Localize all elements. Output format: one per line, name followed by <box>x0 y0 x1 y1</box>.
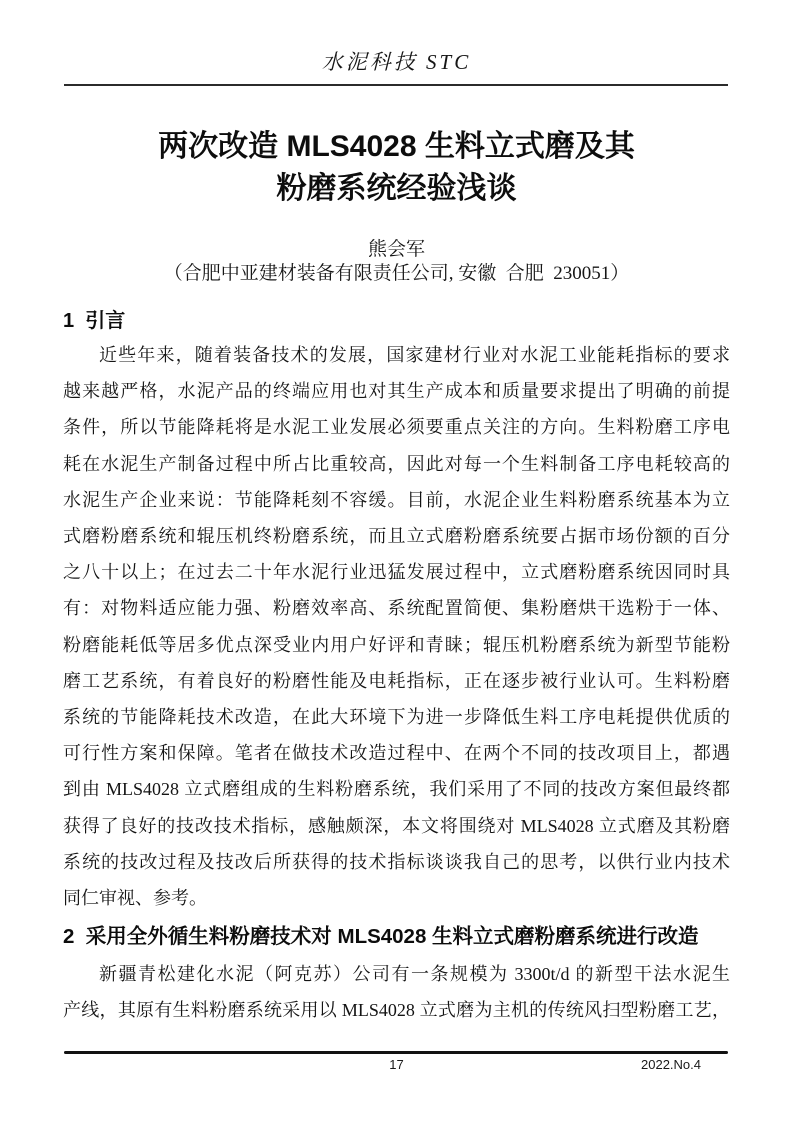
paragraph-line: 获得了良好的技改技术指标，感触颇深，本文将围绕对 MLS4028 立式磨及其粉磨 <box>63 815 730 836</box>
paragraph-line: 越来越严格，水泥产品的终端应用也对其生产成本和质量要求提出了明确的前提 <box>63 381 730 402</box>
section-1-paragraph <box>63 337 730 916</box>
paragraph-line: 耗在水泥生产制备过程中所占比重较高，因此对每一个生料制备工序电耗较高的 <box>63 453 730 474</box>
paragraph-line: 式磨粉磨系统和辊压机终粉磨系统，而且立式磨粉磨系统要占据市场份额的百分 <box>63 526 730 547</box>
article-title-line-1: 两次改造 MLS4028 生料立式磨及其 <box>158 130 635 163</box>
header-rule <box>64 84 728 86</box>
paragraph-line: 新疆青松建化水泥（阿克苏）公司有一条规模为 3300t/d 的新型干法水泥生 <box>99 964 730 984</box>
paragraph-line: 近些年来，随着装备技术的发展，国家建材行业对水泥工业能耗指标的要求 <box>99 345 730 365</box>
section-2-paragraph <box>63 956 730 1028</box>
paragraph-line: 同仁审视、参考。 <box>63 888 207 909</box>
paragraph-line: 磨工艺系统，有着良好的粉磨性能及电耗指标，正在逐步被行业认可。生料粉磨 <box>63 670 730 691</box>
paragraph-line: 产线，其原有生料粉磨系统采用以 MLS4028 立式磨为主机的传统风扫型粉磨工艺， <box>63 1000 730 1021</box>
paragraph-line: 系统的节能降耗技术改造，在此大环境下为进一步降低生料工序电耗提供优质的 <box>63 707 730 728</box>
section-1-heading: 1 引言 <box>63 310 126 332</box>
author-affiliation: （合肥中亚建材装备有限责任公司, 安徽 合肥 230051） <box>163 263 630 284</box>
footer-rule <box>64 1051 728 1054</box>
article-title-line-2: 粉磨系统经验浅谈 <box>276 172 517 205</box>
journal-header-title: 水泥科技 STC <box>321 50 472 74</box>
paragraph-line: 有：对物料适应能力强、粉磨效率高、系统配置简便、集粉磨烘干选粉于一体、 <box>63 598 730 619</box>
footer-page-number: 17 <box>389 1057 404 1072</box>
footer-issue-number: 2022.No.4 <box>641 1057 701 1072</box>
paragraph-line: 粉磨能耗低等居多优点深受业内用户好评和青睐；辊压机粉磨系统为新型节能粉 <box>63 634 730 655</box>
author-name: 熊会军 <box>367 239 425 260</box>
paragraph-line: 条件，所以节能降耗将是水泥工业发展必须要重点关注的方向。生料粉磨工序电 <box>63 417 730 438</box>
section-2-heading: 2 采用全外循生料粉磨技术对 MLS4028 生料立式磨粉磨系统进行改造 <box>63 925 699 948</box>
article-title <box>0 126 793 210</box>
paragraph-line: 到由 MLS4028 立式磨组成的生料粉磨系统，我们采用了不同的技改方案但最终都 <box>63 779 730 800</box>
paragraph-line: 之八十以上；在过去二十年水泥行业迅猛发展过程中，立式磨粉磨系统因同时具 <box>63 562 730 583</box>
paragraph-line: 系统的技改过程及技改后所获得的技术指标谈谈我自己的思考，以供行业内技术 <box>63 851 730 872</box>
paragraph-line: 水泥生产企业来说：节能降耗刻不容缓。目前，水泥企业生料粉磨系统基本为立 <box>63 489 730 510</box>
paragraph-line: 可行性方案和保障。笔者在做技术改造过程中、在两个不同的技改项目上，都遇 <box>63 743 730 764</box>
